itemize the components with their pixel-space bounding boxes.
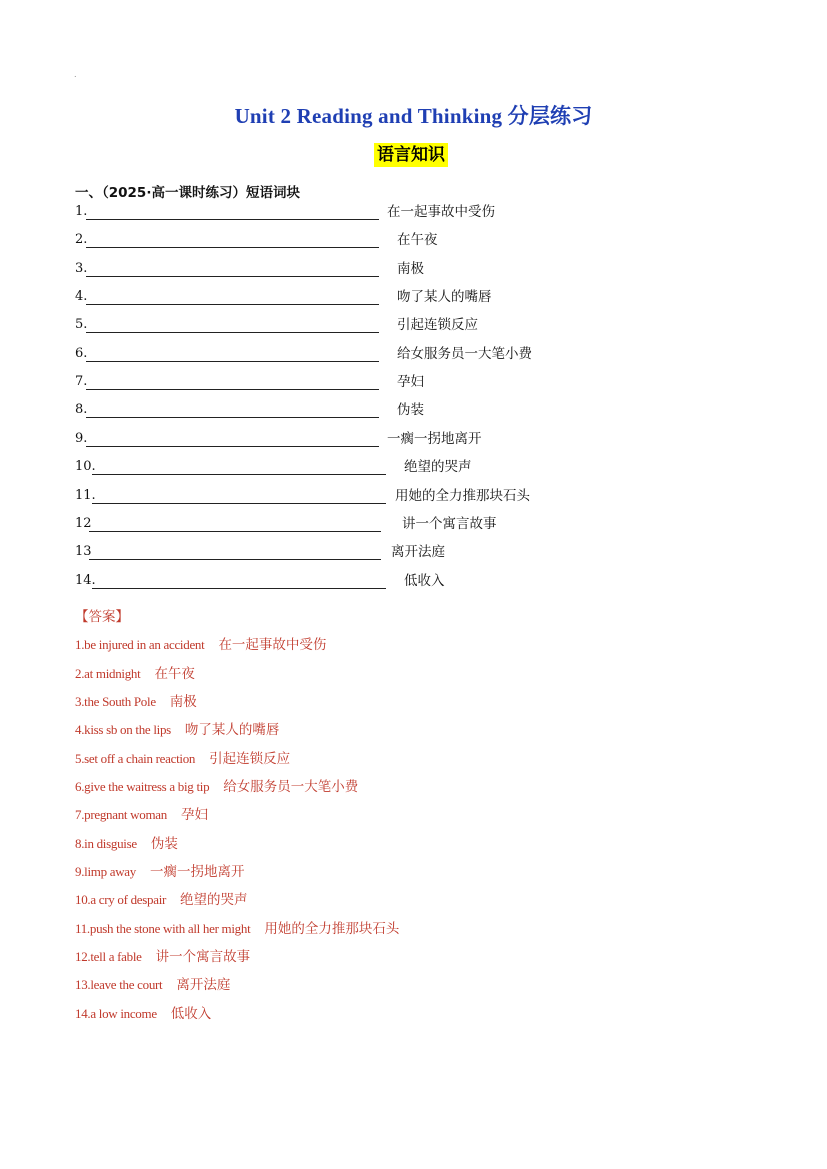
answer-blank[interactable] (86, 246, 379, 248)
question-chinese: 给女服务员一大笔小费 (397, 346, 532, 362)
answer-blank[interactable] (86, 218, 379, 220)
answer-english: 11.push the stone with all her might (75, 921, 251, 936)
answer-chinese: 在一起事故中受伤 (218, 637, 327, 653)
answer-english: 12.tell a fable (75, 949, 142, 964)
answer-english: 10.a cry of despair (75, 892, 167, 907)
answer-blank[interactable] (89, 558, 381, 560)
answer-chinese: 低收入 (170, 1006, 212, 1022)
answer-item (75, 633, 326, 653)
answer-english: 3.the South Pole (75, 694, 156, 709)
answer-chinese: 离开法庭 (176, 977, 231, 993)
section-tag: 语言知识 (374, 143, 448, 167)
question-chinese: 低收入 (404, 573, 445, 589)
answer-item (75, 690, 197, 710)
answer-chinese: 讲一个寓言故事 (155, 949, 251, 965)
answer-blank[interactable] (92, 502, 386, 504)
answer-blank[interactable] (92, 587, 386, 589)
question-chinese: 在一起事故中受伤 (387, 204, 495, 220)
answer-chinese: 给女服务员一大笔小费 (223, 779, 359, 795)
answer-item (75, 832, 178, 852)
answer-blank[interactable] (92, 473, 386, 475)
question-chinese: 孕妇 (397, 374, 424, 390)
answer-chinese: 用她的全力推那块石头 (264, 921, 400, 937)
question-number: 7. (75, 374, 88, 389)
page-title: Unit 2 Reading and Thinking 分层练习 (234, 104, 593, 128)
question-number: 10. (75, 459, 96, 474)
answer-blank[interactable] (86, 445, 379, 447)
question-chinese: 引起连锁反应 (397, 317, 478, 333)
answer-item (75, 662, 195, 682)
question-chinese: 在午夜 (397, 232, 438, 248)
answer-english: 13.leave the court (75, 977, 163, 992)
answer-blank[interactable] (86, 303, 379, 305)
question-number: 4. (75, 289, 88, 304)
answer-blank[interactable] (86, 331, 379, 333)
answer-english: 6.give the waitress a big tip (75, 779, 210, 794)
answer-blank[interactable] (86, 416, 379, 418)
question-number: 3. (75, 261, 88, 276)
question-number: 12 (75, 516, 92, 531)
answer-item (75, 888, 248, 908)
answer-item (75, 860, 244, 880)
answer-chinese: 孕妇 (180, 807, 208, 823)
question-number: 1. (75, 204, 88, 219)
question-number: 8. (75, 402, 88, 417)
question-number: 11. (75, 488, 96, 503)
answer-english: 2.at midnight (75, 666, 141, 681)
answer-english: 9.limp away (75, 864, 136, 879)
answer-item (75, 945, 250, 965)
answer-chinese: 吻了某人的嘴唇 (184, 722, 280, 738)
answer-item (75, 973, 230, 993)
question-chinese: 一瘸一拐地离开 (387, 431, 482, 447)
answer-chinese: 伪装 (150, 836, 178, 852)
answer-english: 14.a low income (75, 1006, 157, 1021)
answer-english: 1.be injured in an accident (75, 637, 205, 652)
answer-chinese: 一瘸一拐地离开 (149, 864, 245, 880)
answer-item (75, 1002, 211, 1022)
answer-item (75, 917, 399, 937)
corner-dot: . (74, 70, 77, 79)
answer-item (75, 718, 279, 738)
answer-english: 8.in disguise (75, 836, 137, 851)
question-chinese: 讲一个寓言故事 (402, 516, 497, 532)
question-chinese: 离开法庭 (391, 544, 445, 560)
question-header: 一、（2025·高一课时练习）短语词块 (75, 185, 300, 201)
question-number: 9. (75, 431, 88, 446)
answer-chinese: 绝望的哭声 (180, 892, 248, 908)
question-chinese: 伪装 (397, 402, 424, 418)
answer-chinese: 在午夜 (154, 666, 195, 682)
question-number: 6. (75, 346, 88, 361)
answer-english: 4.kiss sb on the lips (75, 722, 171, 737)
question-number: 5. (75, 317, 88, 332)
answer-english: 5.set off a chain reaction (75, 751, 196, 766)
answer-item (75, 803, 208, 823)
answer-chinese: 引起连锁反应 (209, 751, 291, 767)
question-number: 2. (75, 232, 88, 247)
answer-english: 7.pregnant woman (75, 807, 167, 822)
question-number: 13 (75, 544, 92, 559)
answer-item (75, 747, 290, 767)
answer-blank[interactable] (89, 530, 381, 532)
question-chinese: 南极 (397, 261, 424, 277)
answer-chinese: 南极 (169, 694, 197, 710)
answer-blank[interactable] (86, 275, 379, 277)
answer-blank[interactable] (86, 360, 379, 362)
question-chinese: 绝望的哭声 (404, 459, 472, 475)
answer-label: 【答案】 (75, 609, 129, 625)
question-number: 14. (75, 573, 96, 588)
question-chinese: 用她的全力推那块石头 (395, 488, 530, 504)
answer-blank[interactable] (86, 388, 379, 390)
question-chinese: 吻了某人的嘴唇 (397, 289, 492, 305)
answer-item (75, 775, 358, 795)
